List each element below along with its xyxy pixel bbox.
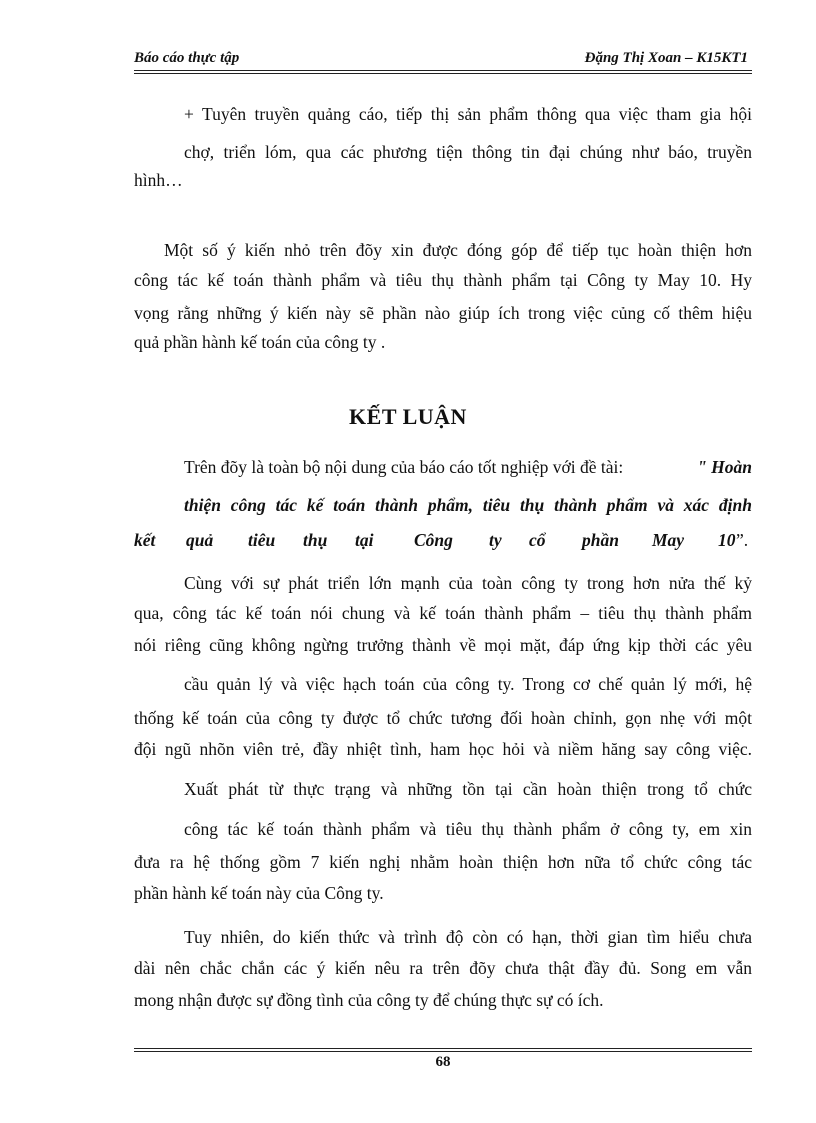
intro-line-1: + Tuyên truyền quảng cáo, tiếp thị sản phẩm thông qua việc tham gia hội [184, 104, 752, 124]
para1-line-3: vọng rằng những ý kiến này sẽ phần nào giúp ích trong việc củng cố thêm hiệu [134, 303, 752, 323]
para3-line-1: Xuất phát từ thực trạng và những tồn tại cần hoàn thiện trong tổ chức [184, 779, 752, 799]
intro-line-2: chợ, triển lóm, qua các phương tiện thông tin đại chúng như báo, truyền [184, 142, 752, 162]
topic-word-12: ”. [736, 530, 749, 550]
topic-word-4: thụ [303, 530, 328, 550]
topic-word-6: Công [414, 530, 453, 550]
page-header [134, 44, 752, 70]
para3-line-4: phần hành kế toán này của Công ty. [134, 883, 384, 903]
para2-line-2: qua, công tác kế toán nói chung và kế toán thành phẩm – tiêu thụ thành phẩm [134, 603, 752, 623]
footer-rule [134, 1048, 752, 1049]
conclusion-line-1-text: Trên đõy là toàn bộ nội dung của báo cáo tốt nghiệp với đề tài: [184, 457, 624, 477]
para4-line-1: Tuy nhiên, do kiến thức và trình độ còn có hạn, thời gian tìm hiểu chưa [184, 927, 752, 947]
header-rule-2 [134, 73, 752, 74]
topic-word-5: tại [355, 530, 374, 550]
topic-word-8: cổ [529, 530, 546, 550]
para2-line-5: thống kế toán của công ty được tổ chức tương đối hoàn chỉnh, gọn nhẹ với một [134, 708, 752, 728]
para3-line-3: đưa ra hệ thống gồm 7 kiến nghị nhằm hoàn thiện hơn nữa tổ chức công tác [134, 852, 752, 872]
para2-line-3: nói riêng cũng không ngừng trưởng thành về mọi mặt, đáp ứng kịp thời các yêu [134, 635, 752, 655]
header-left: Báo cáo thực tập [134, 50, 240, 66]
topic-word-1: kết [134, 530, 156, 550]
para4-line-3: mong nhận được sự đồng tình của công ty để chúng thực sự có ích. [134, 990, 604, 1010]
para1-line-1: Một số ý kiến nhỏ trên đõy xin được đóng góp để tiếp tục hoàn thiện hơn [164, 240, 752, 260]
para1-line-4: quả phần hành kế toán của công ty . [134, 332, 386, 352]
header-right: Đặng Thị Xoan – K15KT1 [584, 50, 748, 66]
topic-word-3: tiêu [248, 530, 276, 550]
intro-line-3: hình… [134, 170, 183, 190]
para2-line-4: cầu quản lý và việc hạch toán của công ty. Trong cơ chế quản lý mới, hệ [184, 674, 752, 694]
topic-word-11: 10 [718, 530, 736, 550]
footer-rule-2 [134, 1051, 752, 1052]
para2-line-6: đội ngũ nhõn viên trẻ, đầy nhiệt tình, ham học hỏi và niềm hăng say công việc. [134, 739, 752, 759]
para4-line-2: dài nên chắc chắn các ý kiến nêu ra trên đõy chưa thật đầy đủ. Song em vẫn [134, 958, 752, 978]
topic-word-2: quả [186, 530, 214, 550]
conclusion-line-1 [184, 456, 752, 478]
topic-word-7: ty [489, 530, 502, 550]
section-title: KẾT LUẬN [349, 404, 467, 429]
topic-word-9: phần [582, 530, 619, 550]
para2-line-1: Cùng với sự phát triển lớn mạnh của toàn công ty trong hơn nửa thế kỷ [184, 573, 752, 593]
para1-line-2: công tác kế toán thành phẩm và tiêu thụ thành phẩm tại Công ty May 10. Hy [134, 270, 752, 290]
page-number: 68 [435, 1054, 451, 1070]
conclusion-line-2: thiện công tác kế toán thành phẩm, tiêu thụ thành phẩm và xác định [184, 495, 752, 515]
topic-word-10: May [652, 530, 685, 550]
header-rule [134, 70, 752, 71]
para3-line-2: công tác kế toán thành phẩm và tiêu thụ thành phẩm ở công ty, em xin [184, 819, 752, 839]
conclusion-line-1-bold: " Hoàn [697, 457, 752, 477]
